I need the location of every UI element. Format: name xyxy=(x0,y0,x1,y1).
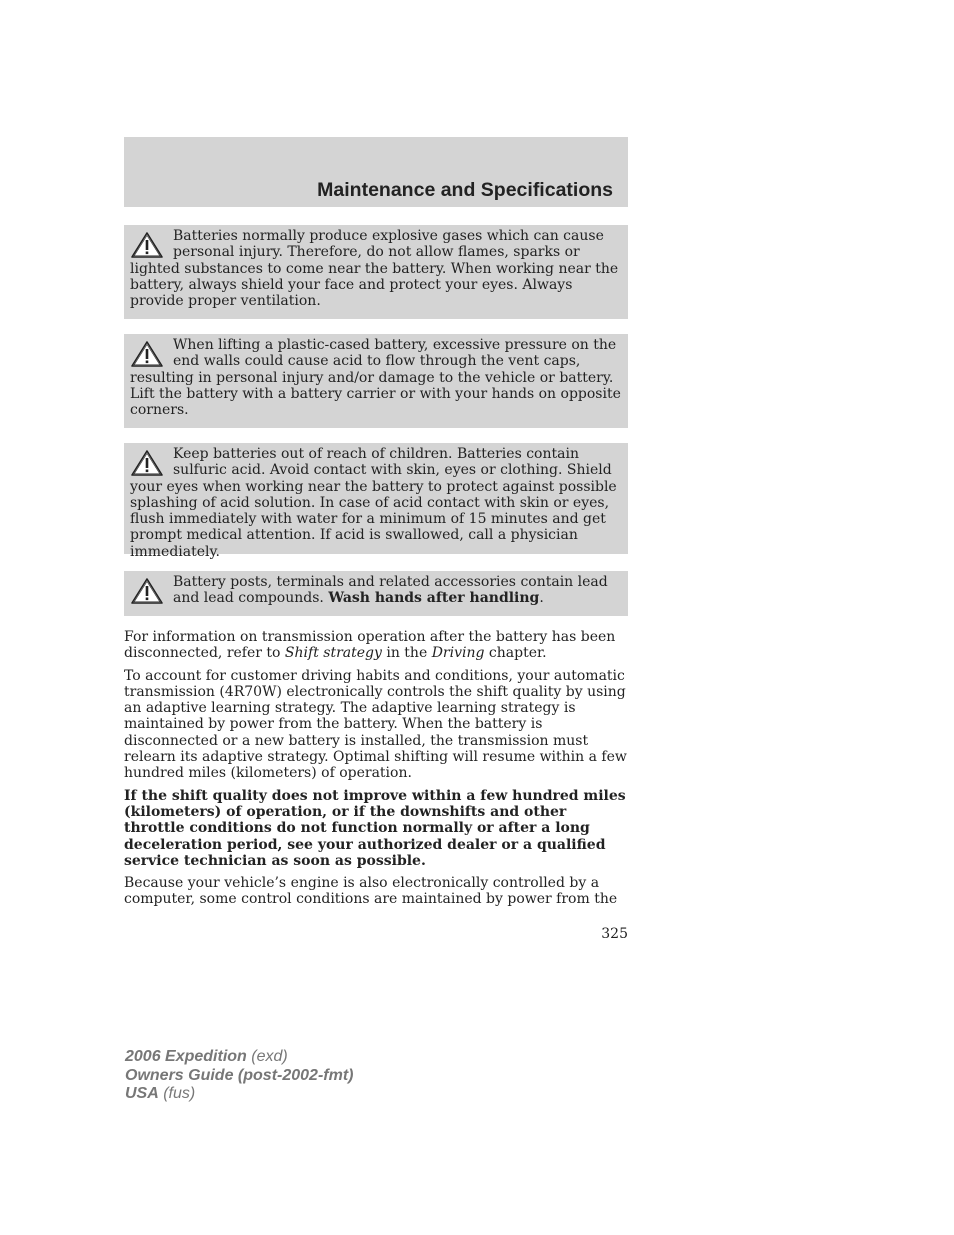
warning-box-children-acid xyxy=(124,443,628,560)
warning-box-lifting-battery xyxy=(124,334,628,428)
wash-hands-emphasis: Wash hands after handling xyxy=(328,590,540,607)
warning-triangle-icon xyxy=(130,449,164,477)
warning-triangle-icon xyxy=(130,340,164,368)
shift-strategy-reference: Shift strategy xyxy=(284,645,382,662)
paragraph-shift-strategy-reference: For information on transmission operation after the battery has been disconnected, refer to Shift strategy in the Driving chapter. xyxy=(124,629,616,662)
warning-text: Battery posts, terminals and related accessories contain lead and lead compounds. Wash hands after handling. xyxy=(173,574,608,607)
warning-triangle-icon xyxy=(130,231,164,259)
warning-text: Batteries normally produce explosive gases which can cause personal injury. Therefore, do not allow flames, sparks or lighted substances to come near the battery. When working near the battery, always shield your face and protect your eyes. Always provide proper ventilation. xyxy=(130,228,619,310)
section-header xyxy=(124,137,628,207)
footer-line-model: 2006 Expedition (exd) xyxy=(125,1048,288,1065)
body-text xyxy=(124,629,629,914)
warning-box-lead-compounds xyxy=(124,571,628,616)
warning-box-explosive-gases xyxy=(124,225,628,319)
warning-text: Keep batteries out of reach of children. Batteries contain sulfuric acid. Avoid contact with skin, eyes or clothing. Shield your eyes when working near the battery to protect against possible splashing of acid solution. In case of acid contact with skin or eyes, flush immediately with water for a minimum of 15 minutes and get prompt medical attention. If acid is swallowed, call a physician immediately. xyxy=(130,446,617,560)
driving-chapter-reference: Driving xyxy=(431,645,485,662)
paragraph-engine-control: Because your vehicle’s engine is also electronically controlled by a computer, some control conditions are maintained by power from the xyxy=(124,875,618,908)
warning-text: When lifting a plastic-cased battery, excessive pressure on the end walls could cause acid to flow through the vent caps, resulting in personal injury and/or damage to the vehicle or battery. Lift the battery with a battery carrier or with your hands on opposite corners. xyxy=(130,337,621,419)
footer-line-market: USA (fus) xyxy=(125,1085,196,1102)
paragraph-shift-quality-warning: If the shift quality does not improve within a few hundred miles (kilometers) of operation, or if the downshifts and other throttle conditions do not function normally or after a long deceleration period, see your authorized dealer or a qualified service technician as soon as possible. xyxy=(124,787,626,869)
paragraph-adaptive-learning: To account for customer driving habits and conditions, your automatic transmission (4R70W) electronically controls the shift quality by using an adaptive learning strategy. The adaptive learning strategy is maintained by power from the battery. When the battery is disconnected or a new battery is installed, the transmission must relearn its adaptive strategy. Optimal shifting will resume within a few hundred miles (kilometers) of operation. xyxy=(124,667,627,782)
footer-line-guide: Owners Guide (post-2002-fmt) xyxy=(125,1066,354,1084)
page-number: 325 xyxy=(601,926,628,942)
warning-triangle-icon xyxy=(130,577,164,605)
section-title: Maintenance and Specifications xyxy=(317,179,613,201)
document-footer xyxy=(125,1048,353,1104)
